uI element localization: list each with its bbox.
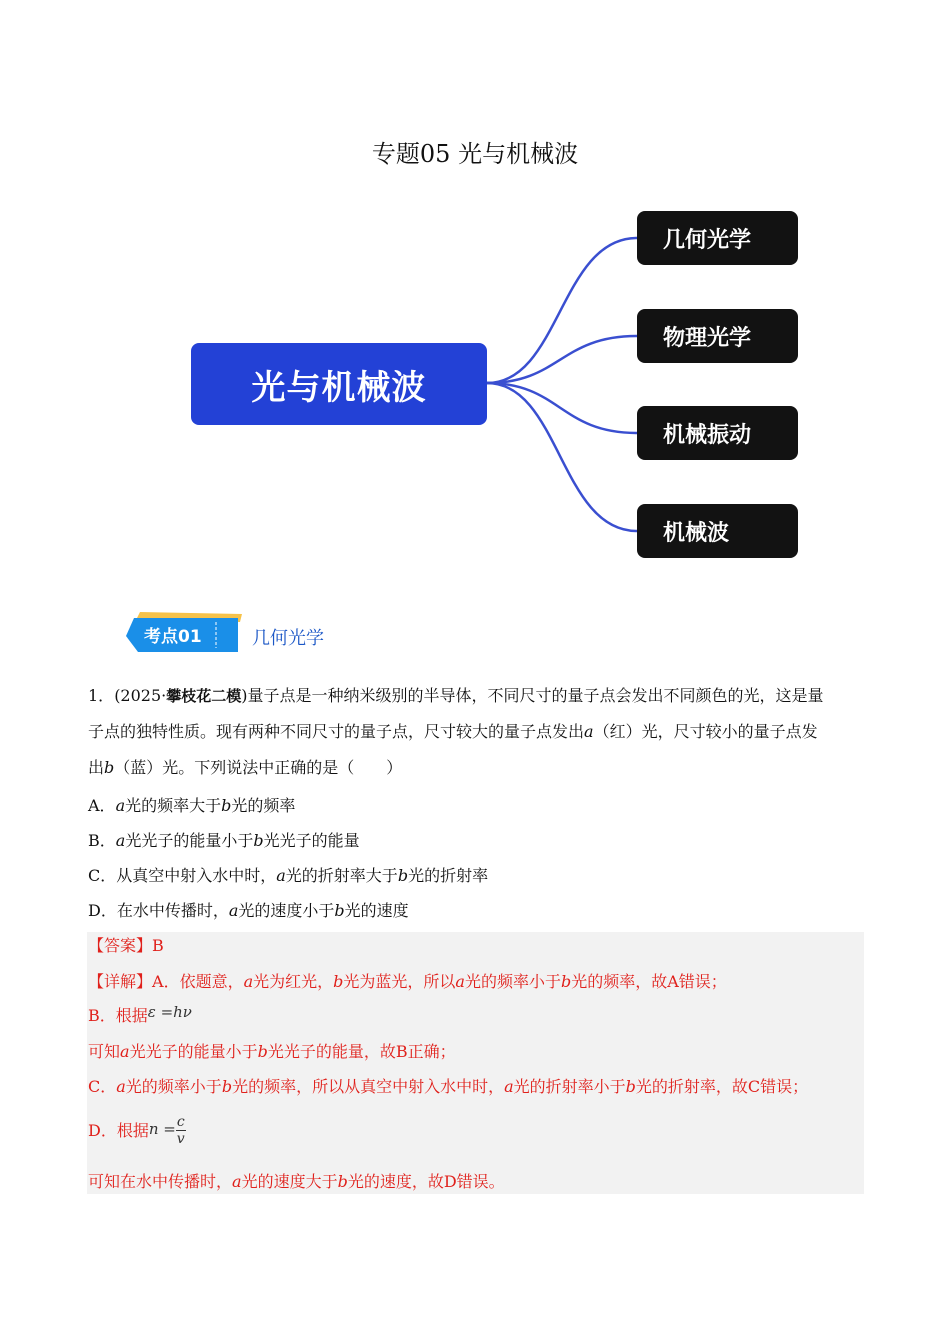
connector-2 <box>487 336 637 383</box>
answer-label: 【答案】B <box>88 936 164 955</box>
option-c: C．从真空中射入水中时，a光的折射率大于b光的折射率 <box>88 866 489 885</box>
mindmap-branch-mechanical-wave: 机械波 <box>637 504 798 558</box>
question-number: 1． <box>88 686 115 705</box>
section-badge-label: 考点01 <box>144 627 202 647</box>
connector-1 <box>487 238 637 383</box>
detail-a: 【详解】A．依题意，a光为红光，b光为蓝光，所以a光的频率小于b光的频率，故A错误； <box>88 972 727 991</box>
question-line-2-end: （红）光，尺寸较小的量子点发 <box>593 722 818 741</box>
formula-energy: ε =hν <box>147 1003 192 1021</box>
question-1-stem <box>88 686 868 794</box>
detail-d: D．根据n = $\frac{c}{v}$ <box>88 1113 185 1147</box>
page-title: 专题05 光与机械波 <box>371 140 579 168</box>
question-line-3-start: 出 <box>88 758 105 777</box>
option-b: B．a光光子的能量小于b光光子的能量 <box>88 831 360 850</box>
question-source-suffix: ) <box>241 686 248 705</box>
formula-refraction: n = $\frac{c}{v}$ <box>148 1113 185 1147</box>
mindmap-root: 光与机械波 <box>191 343 487 425</box>
mindmap-branch-geometric-optics: 几何光学 <box>637 211 798 265</box>
var-a: a <box>584 722 594 741</box>
mindmap-branch-mechanical-vibration: 机械振动 <box>637 406 798 460</box>
detail-b-conclusion: 可知a光光子的能量小于b光光子的能量，故B正确； <box>88 1042 456 1061</box>
connector-3 <box>487 383 637 433</box>
connector-4 <box>487 383 637 531</box>
question-line-2: 子点的独特性质。现有两种不同尺寸的量子点，尺寸较大的量子点发出 <box>88 722 585 741</box>
detail-d-conclusion: 可知在水中传播时，a光的速度大于b光的速度，故D错误。 <box>88 1172 505 1191</box>
mindmap-branch-physical-optics: 物理光学 <box>637 309 798 363</box>
question-source-prefix: (2025· <box>114 686 167 705</box>
question-line-1: 量子点是一种纳米级别的半导体，不同尺寸的量子点会发出不同颜色的光，这是量 <box>247 686 824 705</box>
option-a: A．a光的频率大于b光的频率 <box>88 796 296 815</box>
var-b: b <box>104 758 115 777</box>
question-source-name: 攀枝花二模 <box>166 687 242 705</box>
option-d: D．在水中传播时，a光的速度小于b光的速度 <box>88 901 409 920</box>
section-title: 几何光学 <box>252 628 324 649</box>
question-line-3-end: （蓝）光。下列说法中正确的是（ ） <box>114 758 403 777</box>
detail-b: B．根据ε =hν <box>88 1003 192 1025</box>
detail-c: C．a光的频率小于b光的频率，所以从真空中射入水中时，a光的折射率小于b光的折射率，故C错误； <box>88 1077 809 1096</box>
